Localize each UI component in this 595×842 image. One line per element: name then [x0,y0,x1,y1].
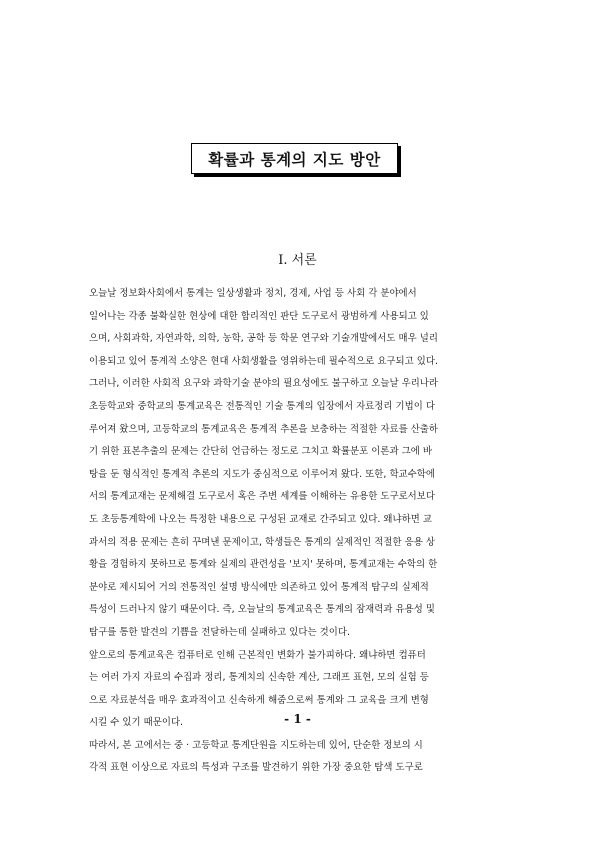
body-line: 으로 자료분석을 매우 효과적이고 신속하게 해줌으로써 통계와 그 교육을 크게 변형 [89,694,429,706]
body-line: 루어져 왔으며, 고등학교의 통계교육은 통계적 추론을 보충하는 적절한 자료를 산출하 [89,423,439,435]
body-line: 오늘날 정보화사회에서 통계는 일상생활과 정치, 경제, 사업 등 사회 각 분야에서 [89,288,417,299]
page-number: - 1 - [284,712,311,726]
body-line: 는 여러 가지 자료의 수집과 정리, 통계치의 신속한 계산, 그래프 표현, 모의 실험 등 [89,672,429,684]
body-line: 으며, 사회과학, 자연과학, 의학, 농학, 공학 등 학문 연구와 기술개발에서도 매우 널리 [89,333,438,345]
body-line: 탕을 둔 형식적인 통계적 추론의 지도가 중심적으로 이루어져 왔다. 또한, 학교수학에 [89,468,435,480]
body-line: 기 위한 표본추출의 문제는 간단히 언급하는 정도로 그치고 확률분포 이론과 그에 바 [89,446,432,458]
body-line: 앞으로의 통계교육은 컴퓨터로 인해 근본적인 변화가 불가피하다. 왜냐하면 컴퓨터 [89,649,426,661]
section-heading: Ⅰ. 서론 [278,253,317,268]
body-line: 탐구를 통한 발견의 기쁨을 전달하는데 실패하고 있다는 것이다. [89,626,351,638]
document-title-box [191,143,398,174]
body-line: 특성이 드러나지 않기 때문이다. 즉, 오늘날의 통계교육은 통계의 잠재력과 유용성 및 [89,604,435,616]
body-line: 초등학교와 중학교의 통계교육은 전통적인 기술 통계의 입장에서 자료정리 기법이 다 [89,400,435,412]
document-title: 확률과 통계의 지도 방안 [208,149,381,169]
body-line: 그러나, 이러한 사회적 요구와 과학기술 분야의 필요성에도 불구하고 오늘날 우리나라 [89,378,439,390]
body-line: 일어나는 각종 불확실한 현상에 대한 합리적인 판단 도구로서 광범하게 사용되고 있 [89,310,429,322]
body-line: 따라서, 본 고에서는 중 · 고등학교 통계단원을 지도하는데 있어, 단순한 정보의 시 [89,739,423,751]
body-line: 과서의 적용 문제는 흔히 꾸며낸 문제이고, 학생들은 통계의 실제적인 적절한 응용 상 [89,536,435,548]
body-line: 시킬 수 있기 때문이다. [89,717,184,729]
body-line: 이용되고 있어 통계적 소양은 현대 사회생활을 영위하는데 필수적으로 요구되고 있다. [89,355,439,367]
body-text [89,283,502,780]
body-line: 황을 경험하지 못하므로 통계와 실제의 관련성을 '보지' 못하며, 통계교재는 수학의 한 [89,559,438,571]
body-line: 분야로 제시되어 거의 전통적인 설명 방식에만 의존하고 있어 통계적 탐구의 실제적 [89,581,429,593]
body-line: 서의 통계교재는 문제해결 도구로서 혹은 주변 세계를 이해하는 유용한 도구로서보다 [89,491,435,503]
body-line: 각적 표현 이상으로 자료의 특성과 구조를 발견하기 위한 가장 중요한 탐색 도구로 [89,762,423,774]
body-line: 도 초등통계학에 나오는 특정한 내용으로 구성된 교재로 간주되고 있다. 왜냐하면 교 [89,513,432,525]
